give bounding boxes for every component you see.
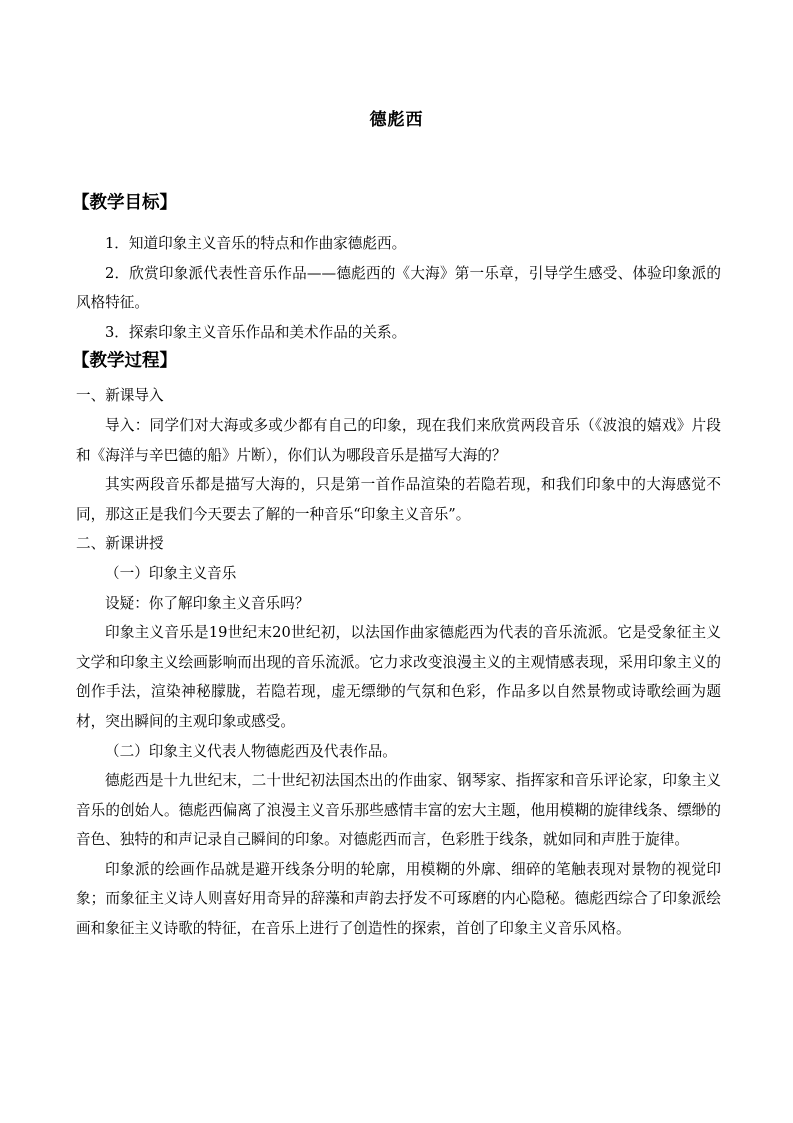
paragraph-intro-1: 导入：同学们对大海或多或少都有自己的印象，现在我们来欣赏两段音乐（《波浪的嬉戏》片段和《海洋与辛巴德的船》片断），你们认为哪段音乐是描写大海的？ xyxy=(76,416,721,464)
section-heading-goals: 【教学目标】 xyxy=(72,193,177,213)
goal-item-1: 1．知道印象主义音乐的特点和作曲家德彪西。 xyxy=(105,235,407,252)
paragraph-question: 设疑：你了解印象主义音乐吗？ xyxy=(105,594,310,612)
paragraph-debussy: 德彪西是十九世纪末，二十世纪初法国杰出的作曲家、钢琴家、指挥家和音乐评论家，印象主义音乐的创始人。德彪西偏离了浪漫主义音乐那些感情丰富的宏大主题，他用模糊的旋律线条、缥缈的音色、独特的和声记录自己瞬间的印象。对德彪西而言，色彩胜于线条，就如同和声胜于旋律。 xyxy=(76,772,721,849)
document-body xyxy=(72,187,721,944)
paragraph-intro-2: 其实两段音乐都是描写大海的，只是第一首作品渲染的若隐若现，和我们印象中的大海感觉不同，那这正是我们今天要去了解的一种音乐“印象主义音乐”。 xyxy=(76,476,721,523)
subsection-heading-impressionism: （一）印象主义音乐 xyxy=(105,564,237,582)
subsection-heading-debussy: （二）印象主义代表人物德彪西及代表作品。 xyxy=(105,742,397,760)
paragraph-impressionism: 印象主义音乐是19世纪末20世纪初，以法国作曲家德彪西为代表的音乐流派。它是受象征主义文学和印象主义绘画影响而出现的音乐流派。它力求改变浪漫主义的主观情感表现，采用印象主义的创作手法，渲染神秘朦胧，若隐若现，虚无缥缈的气氛和色彩，作品多以自然景物或诗歌绘画为题材，突出瞬间的主观印象或感受。 xyxy=(76,624,721,730)
part-heading-intro: 一、新课导入 xyxy=(76,387,164,405)
goal-item-3: 3．探索印象主义音乐作品和美术作品的关系。 xyxy=(105,323,407,341)
section-heading-process: 【教学过程】 xyxy=(72,351,177,372)
part-heading-teaching: 二、新课讲授 xyxy=(76,535,164,553)
paragraph-painting: 印象派的绘画作品就是避开线条分明的轮廓，用模糊的外廓、细碎的笔触表现对景物的视觉印象；而象征主义诗人则喜好用奇异的辞藻和声韵去抒发不可琢磨的内心隐秘。德彪西综合了印象派绘画和象征主义诗歌的特征，在音乐上进行了创造性的探索，首创了印象主义音乐风格。 xyxy=(76,860,721,938)
goal-item-2: 2．欣赏印象派代表性音乐作品——德彪西的《大海》第一乐章，引导学生感受、体验印象派的风格特征。 xyxy=(76,264,721,312)
document-title: 德彪西 xyxy=(369,110,424,130)
